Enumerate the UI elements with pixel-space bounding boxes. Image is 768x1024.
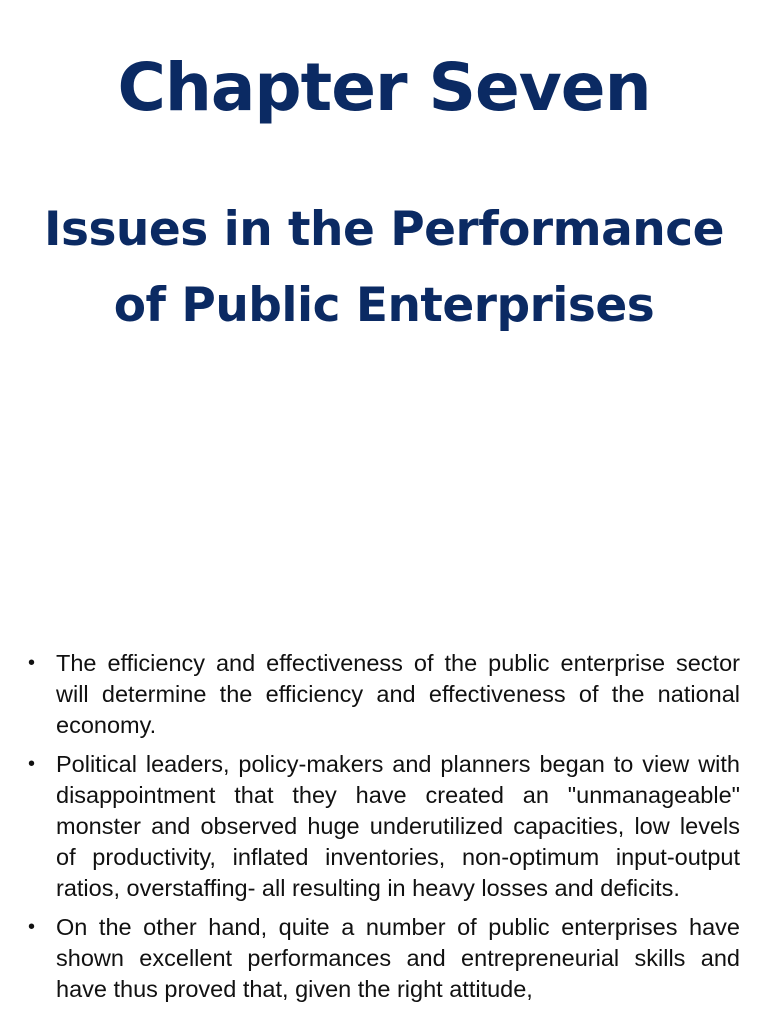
chapter-subtitle <box>0 192 768 344</box>
chapter-heading: Chapter Seven <box>117 49 651 126</box>
bullet-item <box>28 648 740 741</box>
content-bullet-list <box>28 648 740 1013</box>
bullet-marker: • <box>28 652 36 674</box>
subtitle-line-2: of Public Enterprises <box>113 278 655 333</box>
bullet-marker: • <box>28 753 36 775</box>
bullet-item <box>28 912 740 1005</box>
bullet-marker: • <box>28 916 36 938</box>
bullet-text: Political leaders, policy-makers and planners began to view with disappointment that they have created an "unmanageable" monster and observed huge underutilized capacities, low levels of productivity, inflated inventories, non-optimum input-output ratios, overstaffing- all resulting in heavy losses and deficits. <box>56 751 740 901</box>
subtitle-line-1: Issues in the Performance <box>43 202 724 257</box>
bullet-item <box>28 749 740 904</box>
bullet-text: The efficiency and effectiveness of the public enterprise sector will determine the efficiency and effectiveness of the national economy. <box>56 650 740 738</box>
bullet-text: On the other hand, quite a number of public enterprises have shown excellent performances and entrepreneurial skills and have thus proved that, given the right attitude, <box>56 914 740 1002</box>
